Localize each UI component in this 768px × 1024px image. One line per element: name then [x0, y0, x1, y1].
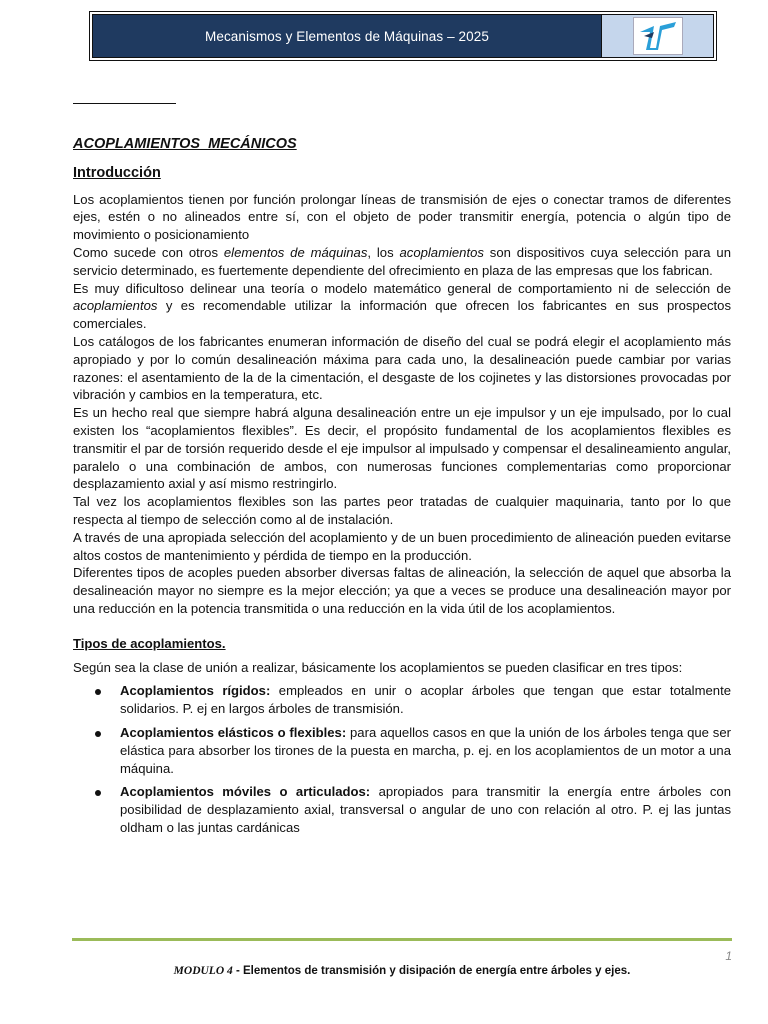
paragraph: Es un hecho real que siempre habrá alguna desalineación entre un eje impulsor y un eje impulsado, por lo cual existen los “acoplamientos flexibles”. Es decir, el propósito fundamental de los acoplamientos flexibles es transmitir el par de torsión requerido desde el eje impulsor al impulsado y compensar el desalineamiento angular, paralelo o una combinación de ambos, con numerosas funciones complementarias como proporcionar desplazamiento axial y así mismo restringirlo. — [73, 405, 731, 492]
paragraph: Los acoplamientos tienen por función prolongar líneas de transmisión de ejes o conectar tramos de diferentes ejes, estén o no alineados entre sí, con el objeto de poder transmitir energía, potencia o algún tipo de movimiento o posicionamiento — [73, 191, 731, 243]
paragraph: A través de una apropiada selección del acoplamiento y de un buen procedimiento de alineación pueden evitarse altos costos de mantenimiento y pérdida de tiempo en la producción. — [73, 529, 731, 563]
paragraph: Diferentes tipos de acoples pueden absorber diversas faltas de alineación, la selección de aquel que absorba la desalineación mayor no siempre es la mejor elección; ya que a veces se produce una desalineación mayor por una reducción en la potencia transmitida o una reducción en la vida útil de los acoplamientos. — [73, 565, 731, 616]
coupling-types-list — [73, 682, 731, 836]
list-item: Acoplamientos elásticos o flexibles: para aquellos casos en que la unión de los árboles tenga que ser elástica para absorber los tirones de la puesta en marcha, p. ej. en los acoplamientos de un motor a una máquina. — [73, 724, 731, 777]
header-title: Mecanismos y Elementos de Máquinas – 2025 — [93, 15, 601, 57]
page-footer: MODULO 4 - Elementos de transmisión y disipación de energía entre árboles y ejes. — [173, 965, 631, 977]
header-inner — [92, 14, 714, 58]
document-body — [73, 136, 731, 843]
bullet-icon — [95, 689, 101, 695]
footer-rule — [72, 938, 732, 941]
list-item: Acoplamientos móviles o articulados: apropiados para transmitir la energía entre árboles con posibilidad de desplazamiento axial, transversal o angular de uno con relación al otro. P. ej las juntas oldham o las juntas cardánicas — [73, 783, 731, 836]
paragraph: Tal vez los acoplamientos flexibles son las partes peor tratadas de cualquier maquinaria, tanto por lo que respecta al tiempo de selección como al de instalación. — [73, 494, 731, 527]
paragraph: Los catálogos de los fabricantes enumeran información de diseño del cual se podrá elegir el acoplamiento más apropiado y por lo común desalineación máxima para cada uno, la desalineación puede cambiar por varias razones: el asentamiento de la de la cimentación, el desgaste de los cojinetes y las distorsiones provocadas por vibración y cambios en la temperatura, etc. — [73, 333, 731, 403]
page-number: 1 — [725, 949, 732, 963]
list-item: Acoplamientos rígidos: empleados en unir o acoplar árboles que tengan que estar totalmente solidarios. P. ej en largos árboles de transmisión. — [73, 682, 731, 718]
bullet-icon — [95, 790, 101, 796]
page-header — [89, 11, 717, 61]
intro-heading: Introducción — [73, 164, 161, 181]
header-short-rule — [73, 103, 176, 104]
section-heading-tipos: Tipos de acoplamientos. — [73, 635, 226, 651]
footer-text: Elementos de transmisión y disipación de energía entre árboles y ejes. — [243, 965, 631, 977]
paragraph: Es muy dificultoso delinear una teoría o modelo matemático general de comportamiento ni de selección de acoplamientos y es recomendable utilizar la información que ofrecen los fabricantes en sus prospectos comerciales. — [73, 280, 731, 332]
tipos-intro: Según sea la clase de unión a realizar, básicamente los acoplamientos se pueden clasificar en tres tipos: — [73, 659, 683, 675]
bullet-icon — [95, 731, 101, 737]
document-title: ACOPLAMIENTOS MECÁNICOS — [73, 136, 297, 152]
paragraph: Como sucede con otros elementos de máquinas, los acoplamientos son dispositivos cuya selección para un servicio determinado, es fuertemente dependiente del ofrecimiento en plaza de las empresas que los fabrican. — [73, 244, 731, 278]
footer-module: MODULO 4 — [173, 965, 233, 977]
institution-logo-icon — [633, 17, 683, 55]
header-logo-area — [601, 15, 713, 57]
